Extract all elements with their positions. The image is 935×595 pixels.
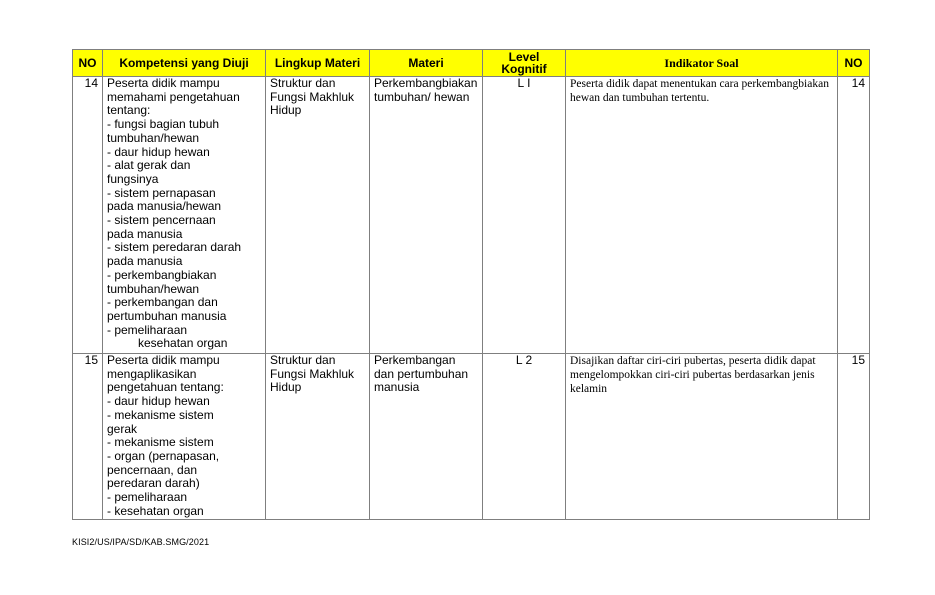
kompetensi-line: pada manusia: [107, 254, 183, 269]
kompetensi-line: mengaplikasikan: [107, 366, 197, 381]
header-no-right: NO: [838, 50, 870, 77]
kompetensi-line: Peserta didik mampu: [107, 76, 220, 90]
kompetensi-cell: [103, 77, 266, 354]
kompetensi-line: - mekanisme sistem: [107, 435, 214, 450]
kompetensi-line: - mekanisme sistem: [107, 407, 214, 422]
kompetensi-line: - sistem peredaran darah: [107, 240, 242, 255]
row-number-right: 14: [838, 77, 870, 354]
header-indikator: Indikator Soal: [566, 50, 838, 77]
kompetensi-line: peredaran darah): [107, 476, 200, 491]
kompetensi-line: - daur hidup hewan: [107, 394, 210, 409]
level-cell: L I: [483, 77, 566, 354]
lingkup-cell: Struktur dan Fungsi Makhluk Hidup: [266, 354, 370, 520]
kompetensi-line: pertumbuhan manusia: [107, 308, 227, 323]
kompetensi-line: - pemeliharaan: [107, 322, 188, 337]
kompetensi-line: pengetahuan tentang:: [107, 380, 224, 395]
materi-cell: Perkembangan dan pertumbuhan manusia: [370, 354, 483, 520]
kompetensi-line: pencernaan, dan: [107, 462, 198, 477]
kompetensi-line: - alat gerak dan: [107, 158, 191, 173]
header-no-left: NO: [73, 50, 103, 77]
indikator-cell: Disajikan daftar ciri-ciri pubertas, peserta didik dapat mengelompokkan ciri-ciri pubertas berdasarkan jenis kelamin: [566, 354, 838, 520]
kompetensi-line: - organ (pernapasan,: [107, 448, 220, 463]
kompetensi-line: Peserta didik mampu: [107, 353, 220, 367]
header-kompetensi: Kompetensi yang Diuji: [103, 50, 266, 77]
kompetensi-line: - perkembangbiakan: [107, 267, 217, 282]
indikator-cell: Peserta didik dapat menentukan cara perkembangbiakan hewan dan tumbuhan tertentu.: [566, 77, 838, 354]
kompetensi-line: - sistem pencernaan: [107, 213, 216, 228]
header-lingkup: Lingkup Materi: [266, 50, 370, 77]
kompetensi-line: - sistem pernapasan: [107, 185, 216, 200]
kompetensi-line: pada manusia: [107, 226, 183, 241]
kompetensi-cell: [103, 354, 266, 520]
kompetensi-line: pada manusia/hewan: [107, 199, 222, 214]
kompetensi-line: - kesehatan organ: [107, 503, 204, 518]
kompetensi-line: - daur hidup hewan: [107, 144, 210, 159]
kompetensi-line: gerak: [107, 421, 138, 436]
kompetensi-line: - pemeliharaan: [107, 490, 188, 505]
level-cell: L 2: [483, 354, 566, 520]
row-number: 14: [73, 77, 103, 354]
document-code-footer: KISI2/US/IPA/SD/KAB.SMG/2021: [72, 537, 210, 547]
row-number: 15: [73, 354, 103, 520]
lingkup-cell: Struktur dan Fungsi Makhluk Hidup: [266, 77, 370, 354]
kompetensi-line: memahami pengetahuan: [107, 89, 240, 104]
kompetensi-line: fungsinya: [107, 171, 159, 186]
table-row: [73, 77, 870, 354]
header-level: Level Kognitif: [483, 50, 566, 77]
kompetensi-line: - perkembangan dan: [107, 295, 218, 310]
kompetensi-line: kesehatan organ: [138, 336, 228, 351]
header-materi: Materi: [370, 50, 483, 77]
materi-cell: Perkembangbiakan tumbuhan/ hewan: [370, 77, 483, 354]
kompetensi-line: tumbuhan/hewan: [107, 130, 200, 145]
table-row: [73, 354, 870, 520]
kompetensi-line: tentang:: [107, 103, 151, 118]
header-row: [73, 50, 870, 77]
row-number-right: 15: [838, 354, 870, 520]
kisi-table: [72, 49, 870, 520]
kompetensi-line: - fungsi bagian tubuh: [107, 117, 220, 132]
kompetensi-line: tumbuhan/hewan: [107, 281, 200, 296]
